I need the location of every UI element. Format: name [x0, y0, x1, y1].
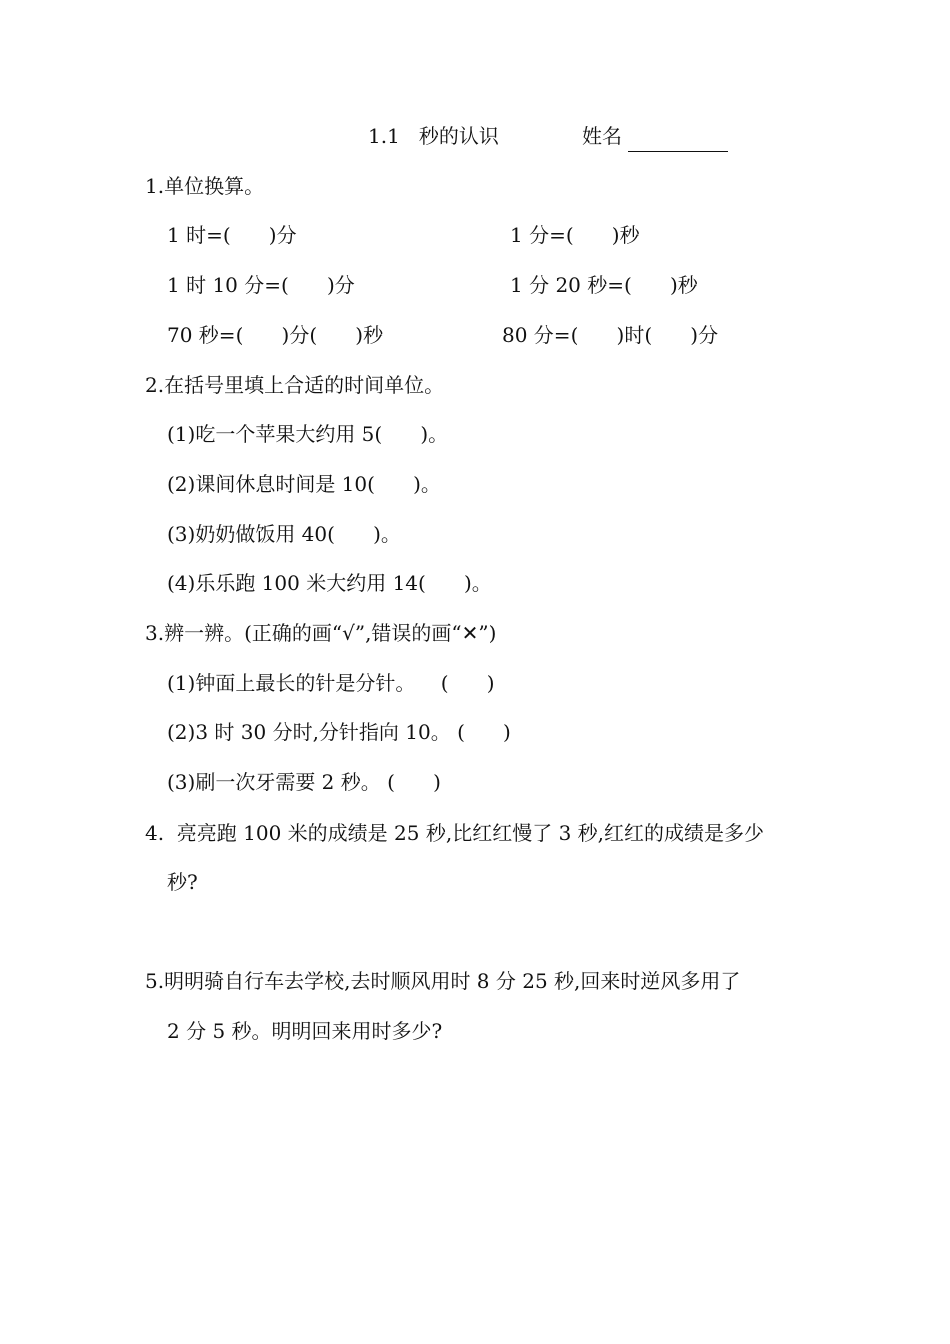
page-title: 1.1 秒的认识	[368, 124, 499, 148]
q1-row3-left: 70 秒=( )分( )秒	[167, 323, 384, 347]
q1-row1-right: 1 分=( )秒	[510, 223, 640, 247]
q3-item-2: (2)3 时 30 分时,分针指向 10。 ( )	[167, 720, 511, 744]
q5-line-2: 2 分 5 秒。明明回来用时多少?	[167, 1019, 443, 1043]
q2-item-3: (3)奶奶做饭用 40( )。	[167, 522, 401, 546]
q5-line-1: 5.明明骑自行车去学校,去时顺风用时 8 分 25 秒,回来时逆风多用了	[145, 969, 741, 993]
q1-row2-right: 1 分 20 秒=( )秒	[510, 273, 698, 297]
name-label: 姓名	[582, 124, 622, 148]
q2-title: 2.在括号里填上合适的时间单位。	[145, 373, 445, 397]
q1-row1-left: 1 时=( )分	[167, 223, 297, 247]
q2-item-1: (1)吃一个苹果大约用 5( )。	[167, 422, 449, 446]
name-blank[interactable]	[628, 151, 728, 152]
q1-title: 1.单位换算。	[145, 174, 265, 198]
q4-line-1: 4. 亮亮跑 100 米的成绩是 25 秒,比红红慢了 3 秒,红红的成绩是多少	[145, 821, 765, 845]
q3-item-3: (3)刷一次牙需要 2 秒。 ( )	[167, 770, 441, 794]
q1-row3-right: 80 分=( )时( )分	[502, 323, 719, 347]
q3-title: 3.辨一辨。(正确的画“√”,错误的画“✕”)	[145, 621, 497, 645]
q2-item-4: (4)乐乐跑 100 米大约用 14( )。	[167, 571, 492, 595]
q3-item-1: (1)钟面上最长的针是分针。 ( )	[167, 671, 495, 695]
q1-row2-left: 1 时 10 分=( )分	[167, 273, 355, 297]
q2-item-2: (2)课间休息时间是 10( )。	[167, 472, 441, 496]
q4-line-2: 秒?	[167, 870, 198, 894]
